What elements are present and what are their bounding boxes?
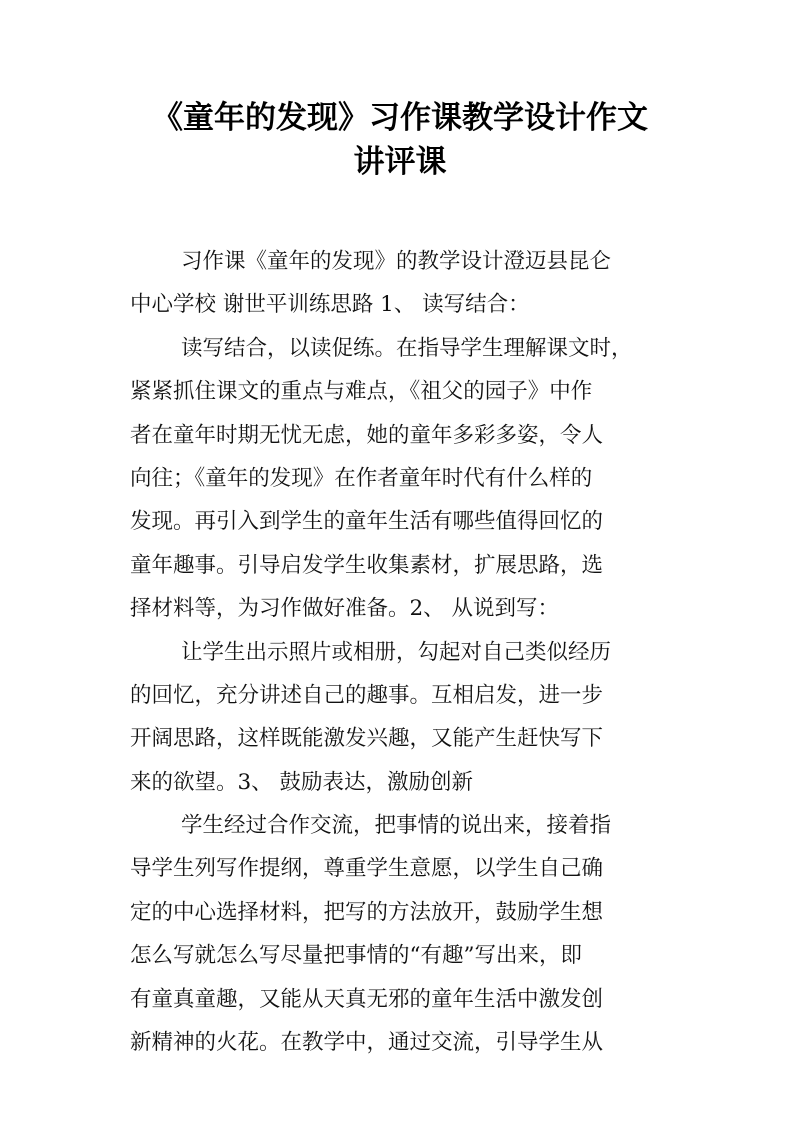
body-line: 向往；《童年的发现》在作者童年时代有什么样的 [130,465,593,491]
title-line-1: 《童年的发现》习作课教学设计作文 [152,100,648,136]
body-line: 导学生列写作提纲，尊重学生意愿，以学生自己确 [130,856,604,882]
body-line: 发现。再引入到学生的童年生活有哪些值得回忆的 [130,509,604,535]
body-line: 择材料等，为习作做好准备。2、 从说到写： [130,596,560,622]
body-line: 新精神的火花。在教学中，通过交流，引导学生从 [130,1030,604,1056]
body-line: 来的欲望。3、 鼓励表达，激励创新 [130,769,474,795]
document-title [0,96,800,184]
body-line: 的回忆，充分讲述自己的趣事。互相启发，进一步 [130,682,604,708]
body-line: 读写结合，以读促练。在指导学生理解课文时， [181,335,633,361]
body-line: 者在童年时期无忧无虑，她的童年多彩多姿，令人 [130,422,604,448]
title-line-2: 讲评课 [353,144,447,180]
body-line: 开阔思路，这样既能激发兴趣，又能产生赶快写下 [130,726,604,752]
body-line: 定的中心选择材料，把写的方法放开，鼓励学生想 [130,899,604,925]
body-line: 中心学校 谢世平训练思路 1、 读写结合： [130,292,530,318]
body-line: 让学生出示照片或相册，勾起对自己类似经历 [181,639,612,665]
body-line: 童年趣事。引导启发学生收集素材，扩展思路，选 [130,552,604,578]
body-line: 有童真童趣，又能从天真无邪的童年生活中激发创 [130,986,604,1012]
body-line: 学生经过合作交流，把事情的说出来，接着指 [181,813,612,839]
document-body [130,240,670,1064]
body-line: 紧紧抓住课文的重点与难点，《祖父的园子》中作 [130,379,593,405]
body-line: 习作课《童年的发现》的教学设计澄迈县昆仑 [181,249,612,274]
body-line: 怎么写就怎么写尽量把事情的“有趣”写出来，即 [130,943,582,969]
